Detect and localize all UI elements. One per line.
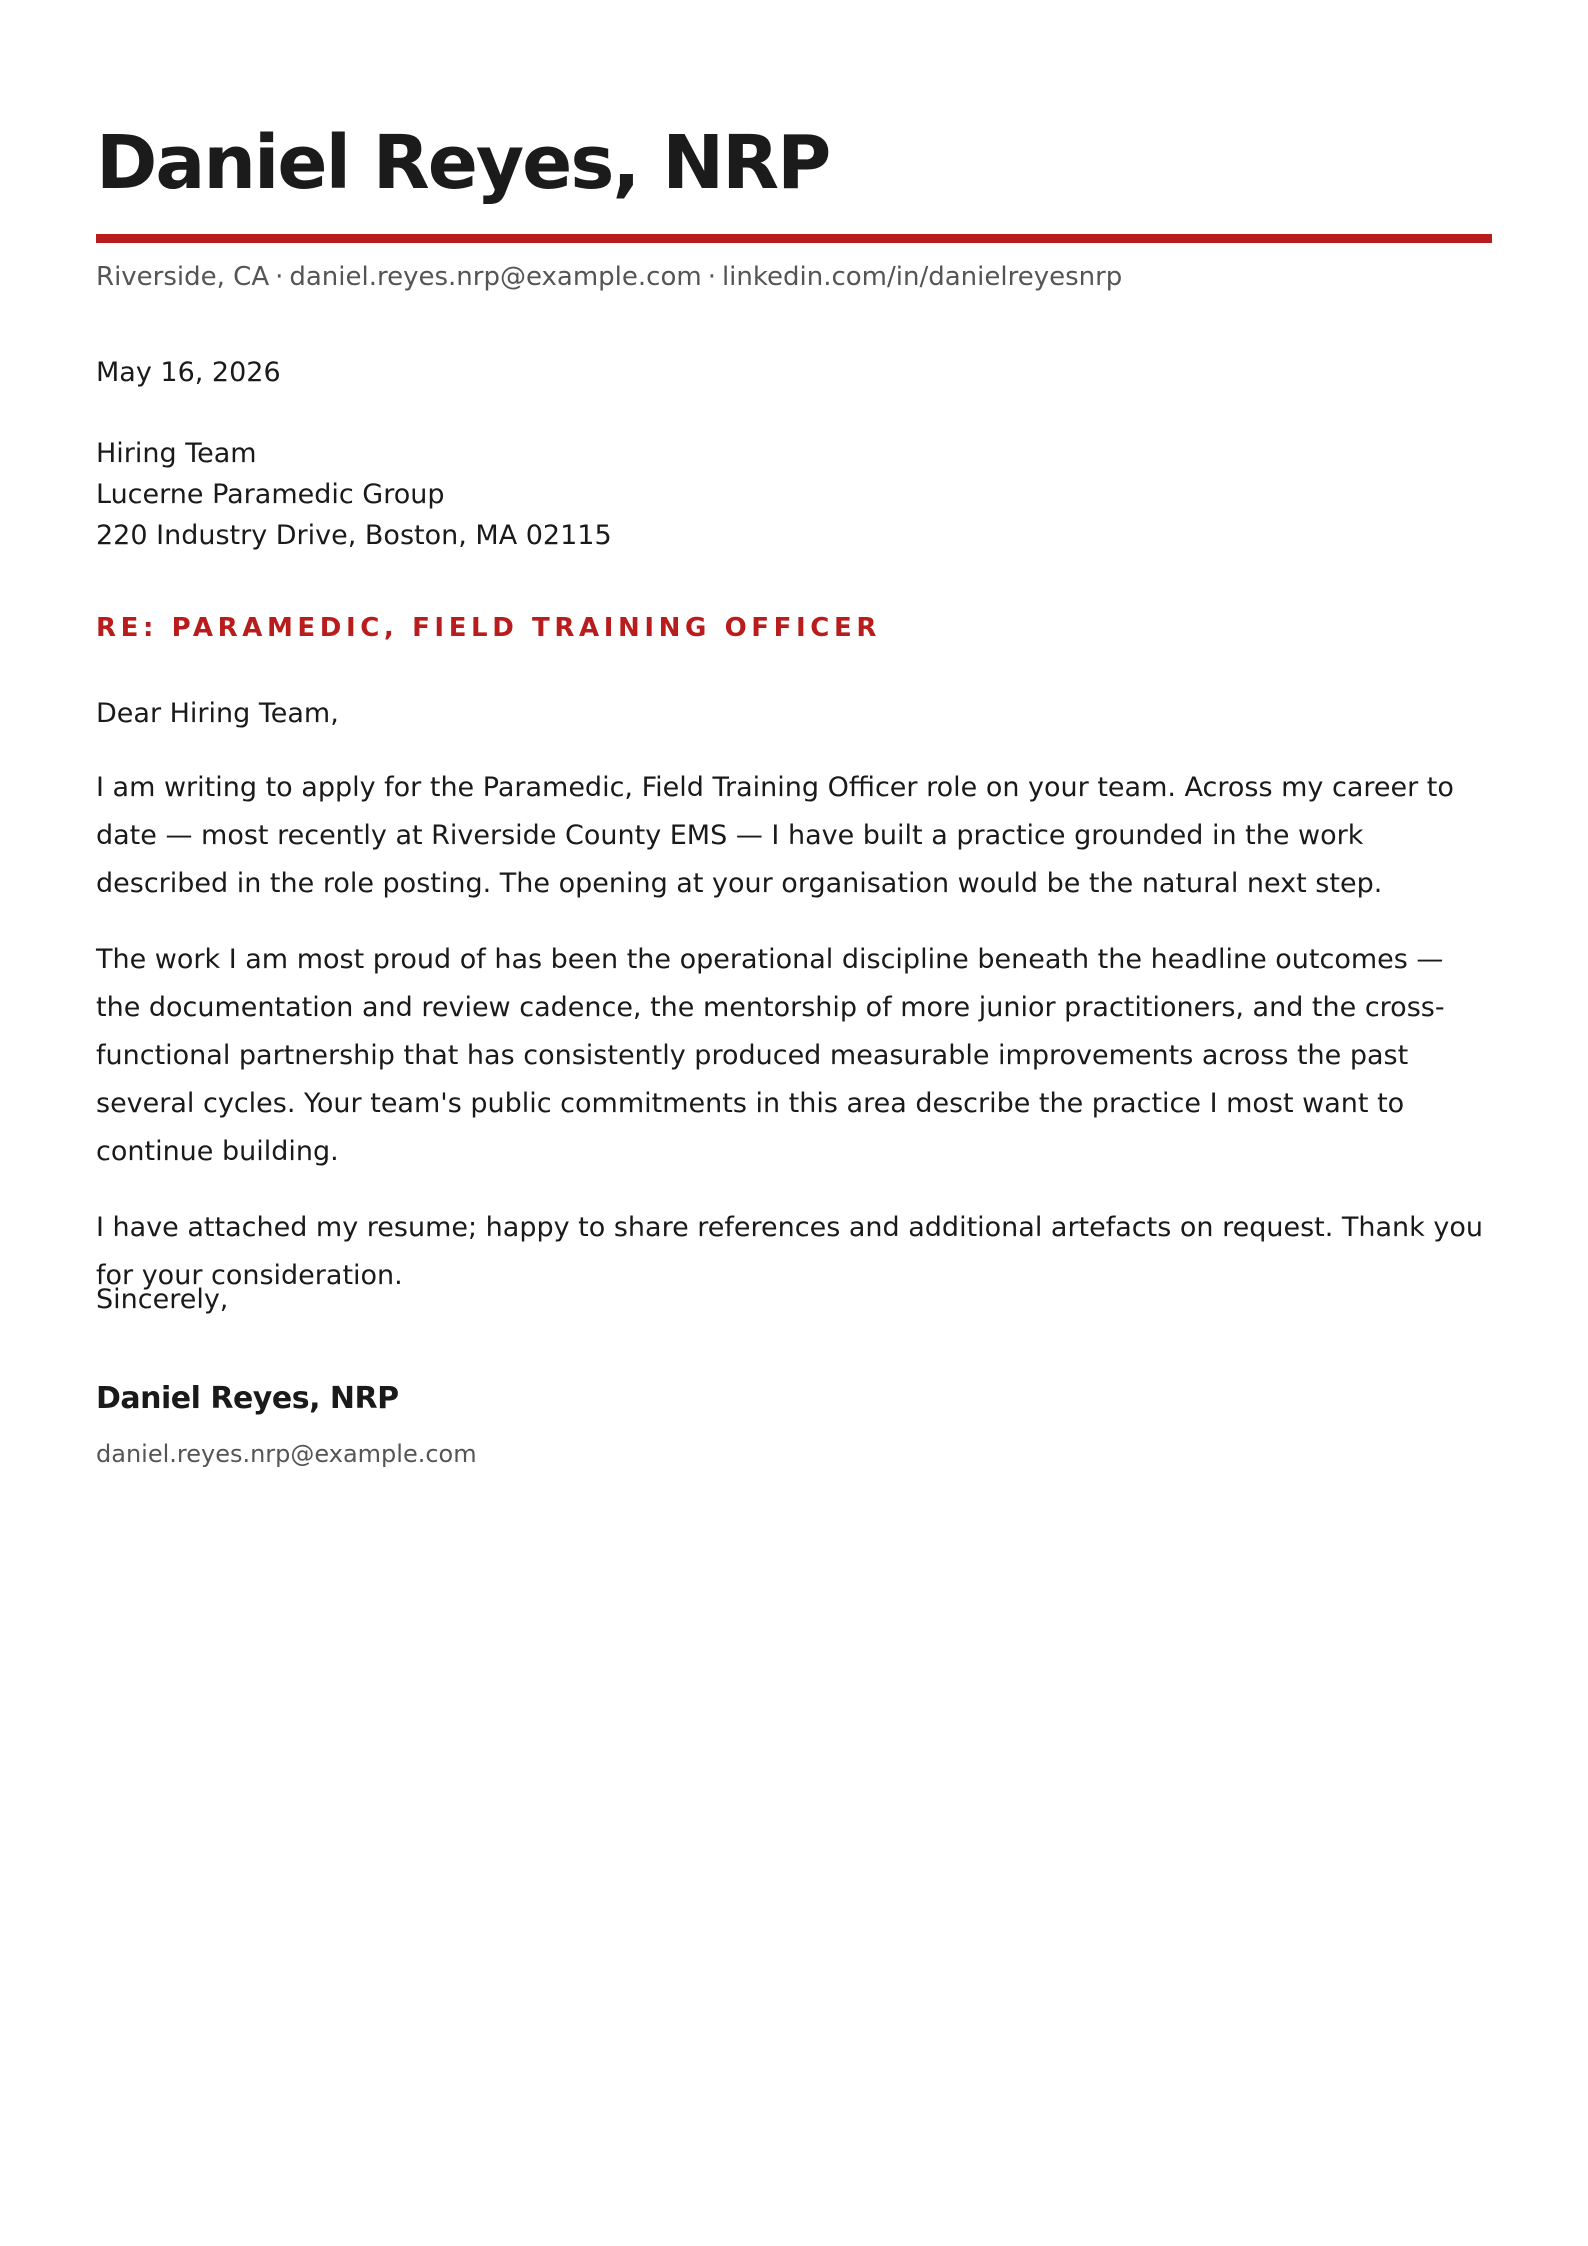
closing: Sincerely, [96, 1284, 229, 1315]
signature-name: Daniel Reyes, NRP [96, 1381, 399, 1416]
recipient-address [96, 433, 612, 556]
contact-location: Riverside, CA [96, 262, 270, 292]
signature-email[interactable]: daniel.reyes.nrp@example.com [96, 1440, 477, 1468]
contact-linkedin-link[interactable]: linkedin.com/in/danielreyesnrp [721, 262, 1123, 292]
letter-body [96, 690, 1492, 1328]
body-paragraph: I have attached my resume; happy to share references and additional artefacts on request. Thank you for your consideration. [96, 1212, 1483, 1291]
contact-separator: · [275, 262, 284, 292]
body-paragraph: I am writing to apply for the Paramedic, Field Training Officer role on your team. Across my career to date — most recently at Riverside County EMS — I have built a practice grounded in the work described in the role posting. The opening at your organisation would be the natural next step. [96, 772, 1454, 899]
contact-line [96, 258, 1122, 296]
contact-email-link[interactable]: daniel.reyes.nrp@example.com [289, 262, 702, 292]
letter-date: May 16, 2026 [96, 357, 281, 388]
contact-separator: · [707, 262, 716, 292]
header-accent-rule [96, 234, 1492, 243]
greeting: Dear Hiring Team, [96, 698, 339, 729]
subject-line: RE: PARAMEDIC, FIELD TRAINING OFFICER [96, 613, 881, 643]
recipient-line: Hiring Team [96, 438, 257, 469]
recipient-line: Lucerne Paramedic Group [96, 479, 445, 510]
applicant-name: Daniel Reyes, NRP [96, 120, 830, 206]
body-paragraph: The work I am most proud of has been the operational discipline beneath the headline outcomes — the documentation and review cadence, the mentorship of more junior practitioners, and the cross-functional partnership that has consistently produced measurable improvements across the past several cycles. Your team's public commitments in this area describe the practice I most want to continue building. [96, 944, 1445, 1167]
recipient-line: 220 Industry Drive, Boston, MA 02115 [96, 520, 612, 551]
